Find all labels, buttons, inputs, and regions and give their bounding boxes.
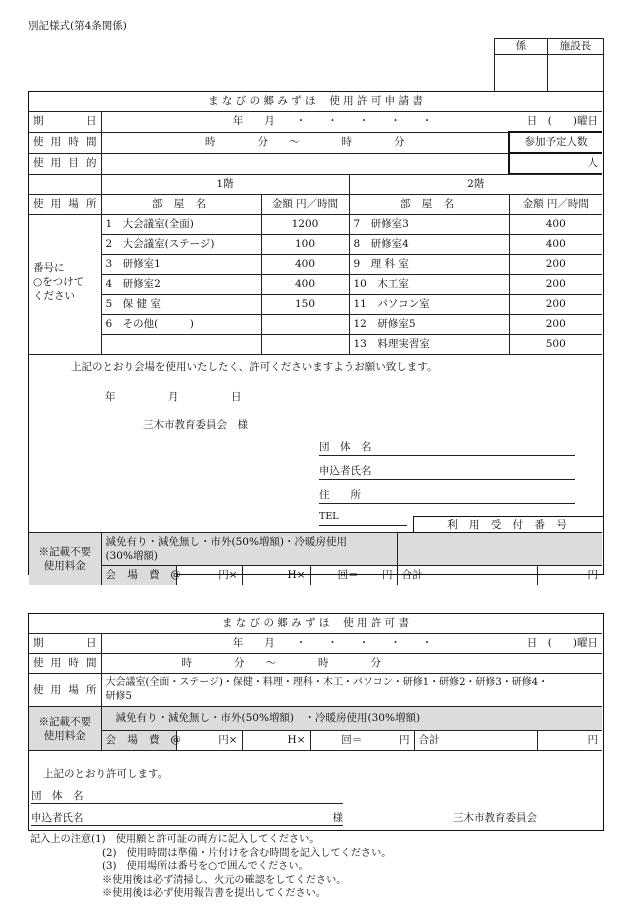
applicant-name-field[interactable] bbox=[319, 463, 575, 480]
room-price: 400 bbox=[509, 215, 602, 235]
room-price bbox=[261, 315, 349, 335]
request-date[interactable]: 年 月 日 bbox=[105, 391, 242, 403]
permit-fee-table bbox=[29, 706, 602, 751]
room-option[interactable]: 11 パソコン室 bbox=[349, 295, 509, 315]
room-empty bbox=[101, 335, 261, 355]
room-price: 400 bbox=[261, 255, 349, 275]
permit-fee-total-label: 合計 bbox=[414, 731, 537, 751]
date-field[interactable]: 年 月 ・ ・ ・ ・ ・ 日 ( )曜日 bbox=[101, 112, 602, 133]
permit-time-field[interactable]: 時 分 ～ 時 分 bbox=[101, 654, 602, 674]
note-line: ※使用後は必ず清掃し、火元の確認をしてください。 bbox=[102, 874, 347, 886]
fee-hours[interactable]: H× bbox=[242, 566, 310, 586]
fee-times[interactable]: 回＝ 円 bbox=[310, 566, 397, 586]
time-label: 使用時間 bbox=[29, 132, 101, 153]
note-line: (2) 使用時間は準備・片付けを含む時間を記入してください。 bbox=[102, 847, 392, 859]
fee-options[interactable]: 減免有り・減免無し・市外(50%増額)・冷暖房使用 (30%増額) bbox=[101, 533, 397, 566]
room-option[interactable]: 9 理 科 室 bbox=[349, 255, 509, 275]
application-table bbox=[29, 92, 602, 175]
venue-fee-label: 会 場 費 @ bbox=[101, 566, 176, 586]
fee-at: @ bbox=[170, 569, 181, 581]
permit-text: 上記のとおり許可します。 bbox=[43, 768, 169, 780]
permit-fee-hours[interactable]: H× bbox=[242, 731, 310, 751]
permit-group-field[interactable]: 団 体 名 bbox=[31, 788, 343, 804]
purpose-label: 使用目的 bbox=[29, 153, 101, 174]
room-instruction bbox=[29, 215, 101, 355]
room-option[interactable]: 3 研修室1 bbox=[101, 255, 261, 275]
permit-form bbox=[28, 613, 604, 831]
attendees-label: 参加予定人数 bbox=[509, 132, 602, 153]
room-price: 200 bbox=[509, 255, 602, 275]
permit-fee-section-label: ※記載不要 使用料金 bbox=[29, 707, 101, 751]
group-name-field[interactable] bbox=[319, 439, 575, 456]
room-price: 200 bbox=[509, 275, 602, 295]
request-section bbox=[29, 355, 603, 521]
approval-stamp-1[interactable] bbox=[495, 55, 548, 92]
permit-place-label: 使用場所 bbox=[29, 674, 101, 707]
room-price: 400 bbox=[509, 235, 602, 255]
request-text: 上記のとおり会場を使用いたしたく、許可くださいますようお願い致します。 bbox=[71, 361, 438, 373]
room-price: 400 bbox=[261, 275, 349, 295]
attendees-field[interactable]: 人 bbox=[509, 153, 602, 174]
room-option[interactable]: 10 木工室 bbox=[349, 275, 509, 295]
address-label: 住 所 bbox=[319, 489, 361, 501]
permit-table bbox=[29, 614, 602, 707]
room-option[interactable]: 5 保 健 室 bbox=[101, 295, 261, 315]
permit-place-field[interactable]: 大会議室(全面・ステージ)・保健・料理・理科・木工・パソコン・研修1・研修2・研修3・研修4・ 研修5 bbox=[101, 674, 602, 707]
fee-total-field[interactable]: 円 bbox=[537, 566, 602, 586]
room-option[interactable]: 8 研修室4 bbox=[349, 235, 509, 255]
approval-box bbox=[494, 38, 604, 92]
approval-col1: 係 bbox=[495, 39, 548, 55]
instruction-line-3: ください bbox=[33, 290, 75, 302]
room-option[interactable]: 4 研修室2 bbox=[101, 275, 261, 295]
fee-total-label: 合計 bbox=[397, 566, 537, 586]
room-price: 150 bbox=[261, 295, 349, 315]
approval-col2: 施設長 bbox=[548, 39, 604, 55]
address-field[interactable] bbox=[319, 487, 575, 504]
room-price: 500 bbox=[509, 335, 602, 355]
permit-fee-total-field[interactable]: 円 bbox=[537, 731, 602, 751]
place-label: 使用場所 bbox=[29, 195, 101, 215]
note-line: ※使用後は必ず使用報告書を提出してください。 bbox=[102, 888, 327, 899]
room-option[interactable]: 1 大会議室(全面) bbox=[101, 215, 261, 235]
issuer: 三木市教育委員会 bbox=[453, 812, 537, 824]
permit-venue-fee-label: 会 場 費 @ bbox=[101, 731, 176, 751]
price-header-1: 金額 円／時間 bbox=[261, 195, 349, 215]
permit-fee-unit-yen[interactable]: 円× bbox=[176, 731, 242, 751]
floor2-header: 2階 bbox=[349, 175, 602, 195]
permit-fee-options[interactable]: 減免有り・減免無し・市外(50%増額) ・冷暖房使用(30%増額) bbox=[101, 707, 602, 731]
purpose-field[interactable] bbox=[101, 153, 509, 174]
form-reference: 別記様式(第4条関係) bbox=[28, 20, 127, 32]
fee-section-label: ※記載不要 使用料金 bbox=[29, 533, 101, 586]
fee-unit-yen[interactable]: 円× bbox=[176, 566, 242, 586]
floor1-header: 1階 bbox=[101, 175, 349, 195]
application-form bbox=[28, 91, 604, 581]
note-line: (3) 使用場所は番号を○で囲んでください。 bbox=[102, 861, 309, 872]
permit-time-label: 使用時間 bbox=[29, 654, 101, 674]
room-header-1: 部 屋 名 bbox=[101, 195, 261, 215]
note-line: 記入上の注意(1) 使用願と許可証の両方に記入してください。 bbox=[30, 834, 320, 845]
notes bbox=[30, 833, 392, 901]
room-price: 100 bbox=[261, 235, 349, 255]
permit-date-label: 期 日 bbox=[29, 634, 101, 654]
applicant-name-label: 申込者氏名 bbox=[319, 465, 372, 477]
permit-date-field[interactable]: 年 月 ・ ・ ・ ・ ・ 日 ( )曜日 bbox=[101, 634, 602, 654]
room-price: 1200 bbox=[261, 215, 349, 235]
fee-table bbox=[29, 532, 602, 585]
room-price: 200 bbox=[509, 315, 602, 335]
receipt-number-label: 利 用 受 付 番 号 bbox=[413, 516, 604, 533]
instruction-line-1: 番号に bbox=[33, 262, 65, 274]
receipt-number-field[interactable] bbox=[397, 533, 602, 566]
date-label: 期 日 bbox=[29, 112, 101, 133]
tel-label: TEL bbox=[319, 511, 339, 522]
instruction-line-2: ○をつけて bbox=[33, 276, 85, 288]
approval-stamp-2[interactable] bbox=[548, 55, 604, 92]
tel-field[interactable] bbox=[319, 511, 407, 526]
permit-fee-times[interactable]: 回＝ 円 bbox=[310, 731, 414, 751]
room-option[interactable]: 7 研修室3 bbox=[349, 215, 509, 235]
group-name-label: 団 体 名 bbox=[319, 441, 372, 453]
room-option[interactable]: 12 研修室5 bbox=[349, 315, 509, 335]
time-field[interactable]: 時 分 ～ 時 分 bbox=[101, 132, 509, 153]
room-option[interactable]: 2 大会議室(ステージ) bbox=[101, 235, 261, 255]
price-header-2: 金額 円／時間 bbox=[509, 195, 602, 215]
addressee: 三木市教育委員会 様 bbox=[143, 419, 248, 431]
room-header-2: 部 屋 名 bbox=[349, 195, 509, 215]
permit-title: ま な び の 郷 み ず ほ 使 用 許 可 書 bbox=[29, 614, 602, 634]
room-price: 200 bbox=[509, 295, 602, 315]
room-empty bbox=[261, 335, 349, 355]
rooms-table bbox=[29, 174, 602, 355]
application-title: ま な び の 郷 み ず ほ 使 用 許 可 申 請 書 bbox=[29, 92, 602, 112]
room-option[interactable]: 13 料理実習室 bbox=[349, 335, 509, 355]
permit-applicant-field[interactable]: 申込者氏名 様 bbox=[31, 812, 343, 824]
room-option[interactable]: 6 その他( ) bbox=[101, 315, 261, 335]
